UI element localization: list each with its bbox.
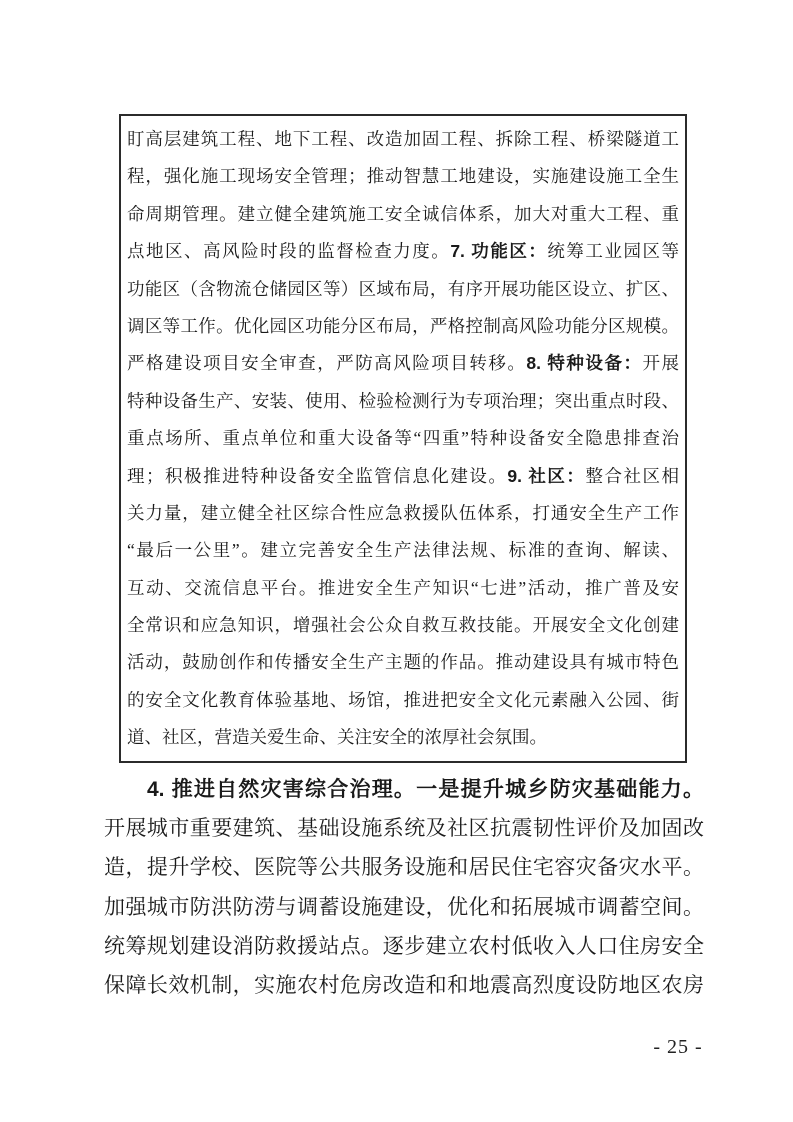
text-line — [127, 308, 679, 345]
text-segment: 程，强化施工现场安全管理；推动智慧工地建设，实施建设施工全生 — [127, 166, 679, 187]
text-line — [127, 644, 679, 681]
text-segment: 整合社区相 — [585, 465, 680, 486]
text-segment: 盯高层建筑工程、地下工程、改造加固工程、拆除工程、桥梁隧道工 — [127, 129, 679, 149]
boxed-text-block — [119, 114, 687, 763]
bold-text-segment: 9. 社区： — [507, 465, 586, 486]
text-segment: 开展 — [642, 353, 680, 374]
text-line — [104, 888, 704, 927]
text-segment: 道、社区，营造关爱生命、关注安全的浓厚社会氛围。 — [127, 727, 547, 748]
text-segment: “最后一公里”。建立完善安全生产法律法规、标准的查询、解读、 — [127, 540, 679, 561]
text-segment: 重点场所、重点单位和重大设备等“四重”特种设备安全隐患排查治 — [127, 428, 679, 449]
text-segment: 统筹规划建设消防救援站点。逐步建立农村低收入人口住房安全 — [104, 933, 704, 958]
text-segment: 活动，鼓励创作和传播安全生产主题的作品。推动建设具有城市特色 — [127, 652, 679, 673]
text-segment: 的安全文化教育体验基地、场馆，推进把安全文化元素融入公园、街 — [127, 689, 679, 710]
text-segment: 命周期管理。建立健全建筑施工安全诚信体系，加大对重大工程、重 — [127, 203, 679, 224]
text-line — [127, 121, 679, 158]
text-segment: 统筹工业园区等 — [547, 241, 680, 262]
text-line — [127, 420, 679, 457]
text-line — [127, 682, 679, 719]
text-segment: 调区等工作。优化园区功能分区布局，严格控制高风险功能分区规模。 — [127, 315, 679, 336]
text-segment: 关力量，建立健全社区综合性应急救援队伍体系，打通安全生产工作 — [127, 502, 679, 523]
text-segment: 开展城市重要建筑、基础设施系统及社区抗震韧性评价及加固改 — [104, 816, 704, 841]
text-line — [104, 927, 704, 966]
text-segment: 互动、交流信息平台。推进安全生产知识“七进”活动，推广普及安 — [127, 577, 679, 598]
text-line — [127, 570, 679, 607]
text-segment: 全常识和应急知识，增强社会公众自救互救技能。开展安全文化创建 — [127, 615, 679, 636]
text-segment: 理；积极推进特种设备安全监管信息化建设。 — [127, 465, 508, 486]
bold-text-segment: 4. 推进自然灾害综合治理。一是提升城乡防灾基础能力。 — [147, 778, 704, 801]
text-line — [104, 770, 704, 809]
text-line — [104, 966, 704, 1005]
bold-text-segment: 8. 特种设备： — [526, 353, 643, 374]
text-line — [127, 607, 679, 644]
text-line — [127, 458, 679, 495]
text-line — [127, 345, 679, 382]
text-segment: 造，提升学校、医院等公共服务设施和居民住宅容灾备灾水平。 — [104, 855, 704, 880]
bold-text-segment: 7. 功能区： — [450, 241, 548, 262]
text-segment: 保障长效机制，实施农村危房改造和和地震高烈度设防地区农房 — [104, 972, 704, 997]
text-line — [127, 233, 679, 270]
text-segment: 严格建设项目安全审查，严防高风险项目转移。 — [127, 353, 527, 374]
text-line — [127, 495, 679, 532]
text-line — [127, 532, 679, 569]
body-paragraph — [104, 770, 704, 1005]
text-line — [104, 848, 704, 887]
text-segment: 加强城市防洪防涝与调蓄设施建设，优化和拓展城市调蓄空间。 — [104, 894, 704, 919]
text-line — [127, 158, 679, 195]
text-segment: 特种设备生产、安装、使用、检验检测行为专项治理；突出重点时段、 — [127, 390, 679, 411]
text-line — [127, 383, 679, 420]
text-line — [127, 719, 679, 756]
text-line — [104, 809, 704, 848]
text-line — [127, 196, 679, 233]
text-line — [127, 271, 679, 308]
text-segment: 点地区、高风险时段的监督检查力度。 — [127, 241, 451, 262]
text-segment: 功能区（含物流仓储园区等）区域布局，有序开展功能区设立、扩区、 — [127, 278, 679, 299]
page-number: - 25 - — [653, 1036, 703, 1058]
